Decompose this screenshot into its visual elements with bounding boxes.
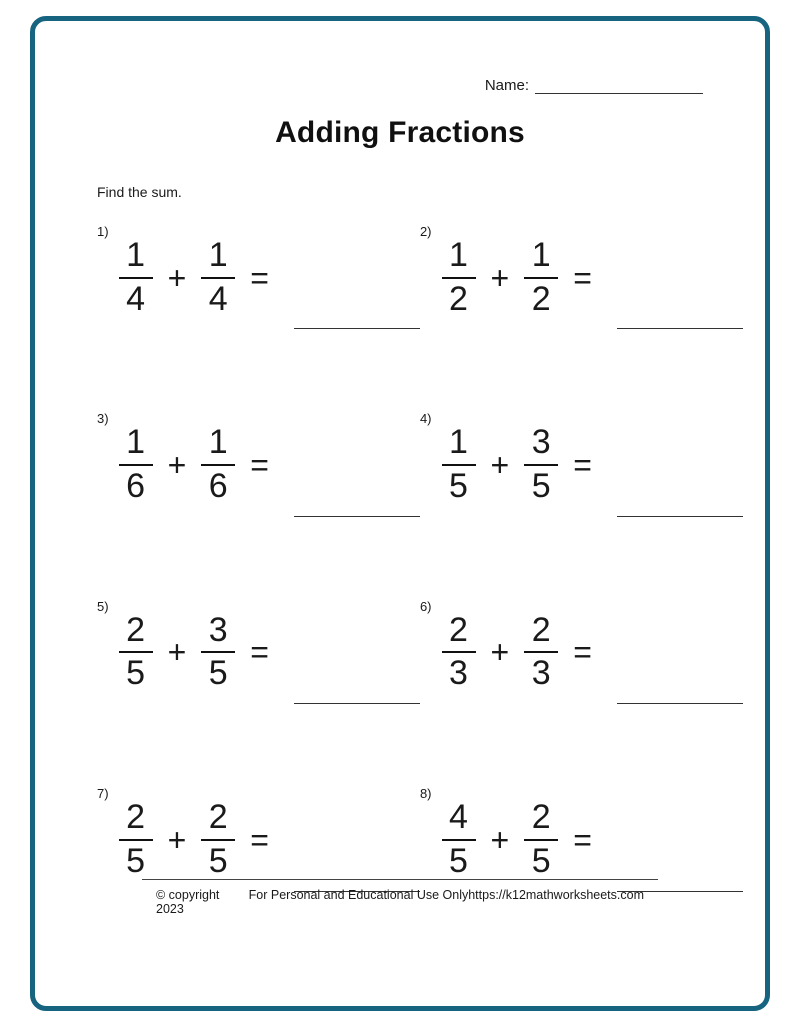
fraction-numerator: 1 [208, 236, 228, 274]
plus-operator: + [490, 447, 510, 484]
problem-expression [442, 238, 743, 317]
problem-number: 6) [419, 598, 432, 614]
problem [97, 597, 420, 692]
problem-number: 3) [97, 411, 109, 427]
problem [97, 784, 420, 879]
worksheet-content [97, 71, 703, 966]
fraction [119, 425, 153, 504]
answer-blank[interactable] [294, 238, 420, 329]
fraction-denominator: 3 [449, 654, 468, 693]
fraction-bar [119, 277, 153, 279]
fraction-denominator: 4 [208, 279, 228, 318]
fraction-denominator: 5 [449, 841, 468, 880]
fraction-denominator: 5 [449, 467, 468, 506]
equals-sign: = [573, 821, 592, 858]
problem-number: 7) [97, 786, 109, 802]
fraction [201, 800, 235, 879]
problem [420, 597, 743, 692]
problem-expression [442, 800, 743, 879]
fraction [119, 800, 153, 879]
fraction-numerator: 4 [449, 798, 468, 837]
problem-expression [442, 425, 743, 504]
fraction-numerator: 1 [449, 236, 468, 274]
answer-blank[interactable] [617, 800, 743, 891]
fraction-denominator: 5 [531, 467, 551, 506]
fraction-bar [201, 277, 235, 279]
problem-number: 5) [97, 598, 109, 614]
fraction [119, 610, 153, 693]
fraction-bar [442, 651, 476, 653]
problem-expression [119, 610, 420, 693]
fraction-bar [442, 464, 476, 466]
problem [420, 409, 743, 504]
answer-blank[interactable] [294, 800, 420, 891]
answer-blank[interactable] [294, 613, 420, 704]
fraction-denominator: 2 [531, 279, 551, 318]
fraction [524, 800, 558, 879]
fraction-denominator: 6 [208, 467, 228, 506]
fraction-denominator: 4 [126, 279, 146, 318]
plus-operator: + [490, 634, 510, 671]
problem-expression [119, 800, 420, 879]
fraction [524, 610, 558, 693]
problem-number: 8) [419, 786, 432, 802]
fraction-denominator: 5 [126, 654, 146, 693]
problem [420, 222, 743, 317]
fraction-numerator: 2 [126, 610, 146, 649]
problem-expression [119, 425, 420, 504]
fraction-denominator: 5 [126, 841, 146, 880]
fraction-bar [442, 277, 476, 279]
fraction-denominator: 5 [531, 841, 551, 880]
plus-operator: + [167, 259, 187, 296]
problem [420, 784, 743, 879]
fraction [201, 238, 235, 317]
footer-copyright: © copyright 2023 [156, 888, 220, 916]
fraction-bar [442, 839, 476, 841]
equals-sign: = [250, 634, 269, 671]
fraction [442, 425, 476, 504]
plus-operator: + [167, 634, 187, 671]
footer [142, 879, 658, 916]
fraction-bar [524, 839, 558, 841]
fraction [119, 238, 153, 317]
plus-operator: + [167, 821, 187, 858]
problem-number: 2) [419, 224, 432, 239]
problems-grid [97, 222, 703, 880]
problem-number: 1) [97, 224, 109, 239]
fraction-numerator: 2 [126, 798, 146, 837]
answer-blank[interactable] [617, 425, 743, 516]
problem-expression [442, 610, 743, 693]
answer-blank[interactable] [617, 613, 743, 704]
equals-sign: = [573, 447, 592, 484]
fraction-bar [524, 651, 558, 653]
fraction-numerator: 1 [531, 236, 551, 274]
instruction-text: Find the sum. [97, 184, 182, 200]
equals-sign: = [250, 821, 269, 858]
fraction-numerator: 1 [126, 236, 146, 274]
equals-sign: = [573, 259, 592, 296]
worksheet-title: Adding Fractions [275, 116, 525, 149]
footer-usage: For Personal and Educational Use Only [248, 888, 469, 902]
name-blank-line[interactable] [535, 78, 703, 94]
fraction-bar [201, 839, 235, 841]
fraction-denominator: 6 [126, 467, 146, 506]
fraction-bar [201, 651, 235, 653]
plus-operator: + [490, 259, 510, 296]
name-row [97, 77, 703, 94]
page-border [30, 16, 770, 1011]
plus-operator: + [167, 447, 187, 484]
fraction-denominator: 5 [208, 654, 228, 693]
fraction-bar [524, 464, 558, 466]
fraction [524, 238, 558, 317]
equals-sign: = [250, 259, 269, 296]
fraction [201, 610, 235, 693]
answer-blank[interactable] [617, 238, 743, 329]
fraction-numerator: 2 [208, 798, 228, 837]
fraction-bar [119, 464, 153, 466]
fraction-denominator: 5 [208, 841, 228, 880]
fraction-numerator: 3 [208, 610, 228, 649]
problem-expression [119, 238, 420, 317]
fraction [442, 800, 476, 879]
name-label: Name: [484, 77, 529, 94]
answer-blank[interactable] [294, 425, 420, 516]
equals-sign: = [573, 634, 592, 671]
fraction-numerator: 1 [126, 423, 146, 462]
fraction-numerator: 2 [531, 610, 551, 649]
fraction-numerator: 1 [208, 423, 228, 462]
fraction [442, 610, 476, 693]
fraction-numerator: 1 [449, 423, 468, 462]
fraction-numerator: 2 [449, 610, 468, 649]
fraction-bar [119, 651, 153, 653]
fraction-bar [119, 839, 153, 841]
fraction-numerator: 3 [531, 423, 551, 462]
fraction [201, 425, 235, 504]
fraction-denominator: 2 [449, 279, 468, 318]
footer-url[interactable]: https://k12mathworksheets.com [468, 888, 644, 902]
fraction-bar [524, 277, 558, 279]
problem [97, 222, 420, 317]
plus-operator: + [490, 821, 510, 858]
problem-number: 4) [419, 411, 432, 427]
equals-sign: = [250, 447, 269, 484]
fraction [442, 238, 476, 317]
fraction-denominator: 3 [531, 654, 551, 693]
fraction-bar [201, 464, 235, 466]
fraction [524, 425, 558, 504]
fraction-numerator: 2 [531, 798, 551, 837]
problem [97, 409, 420, 504]
